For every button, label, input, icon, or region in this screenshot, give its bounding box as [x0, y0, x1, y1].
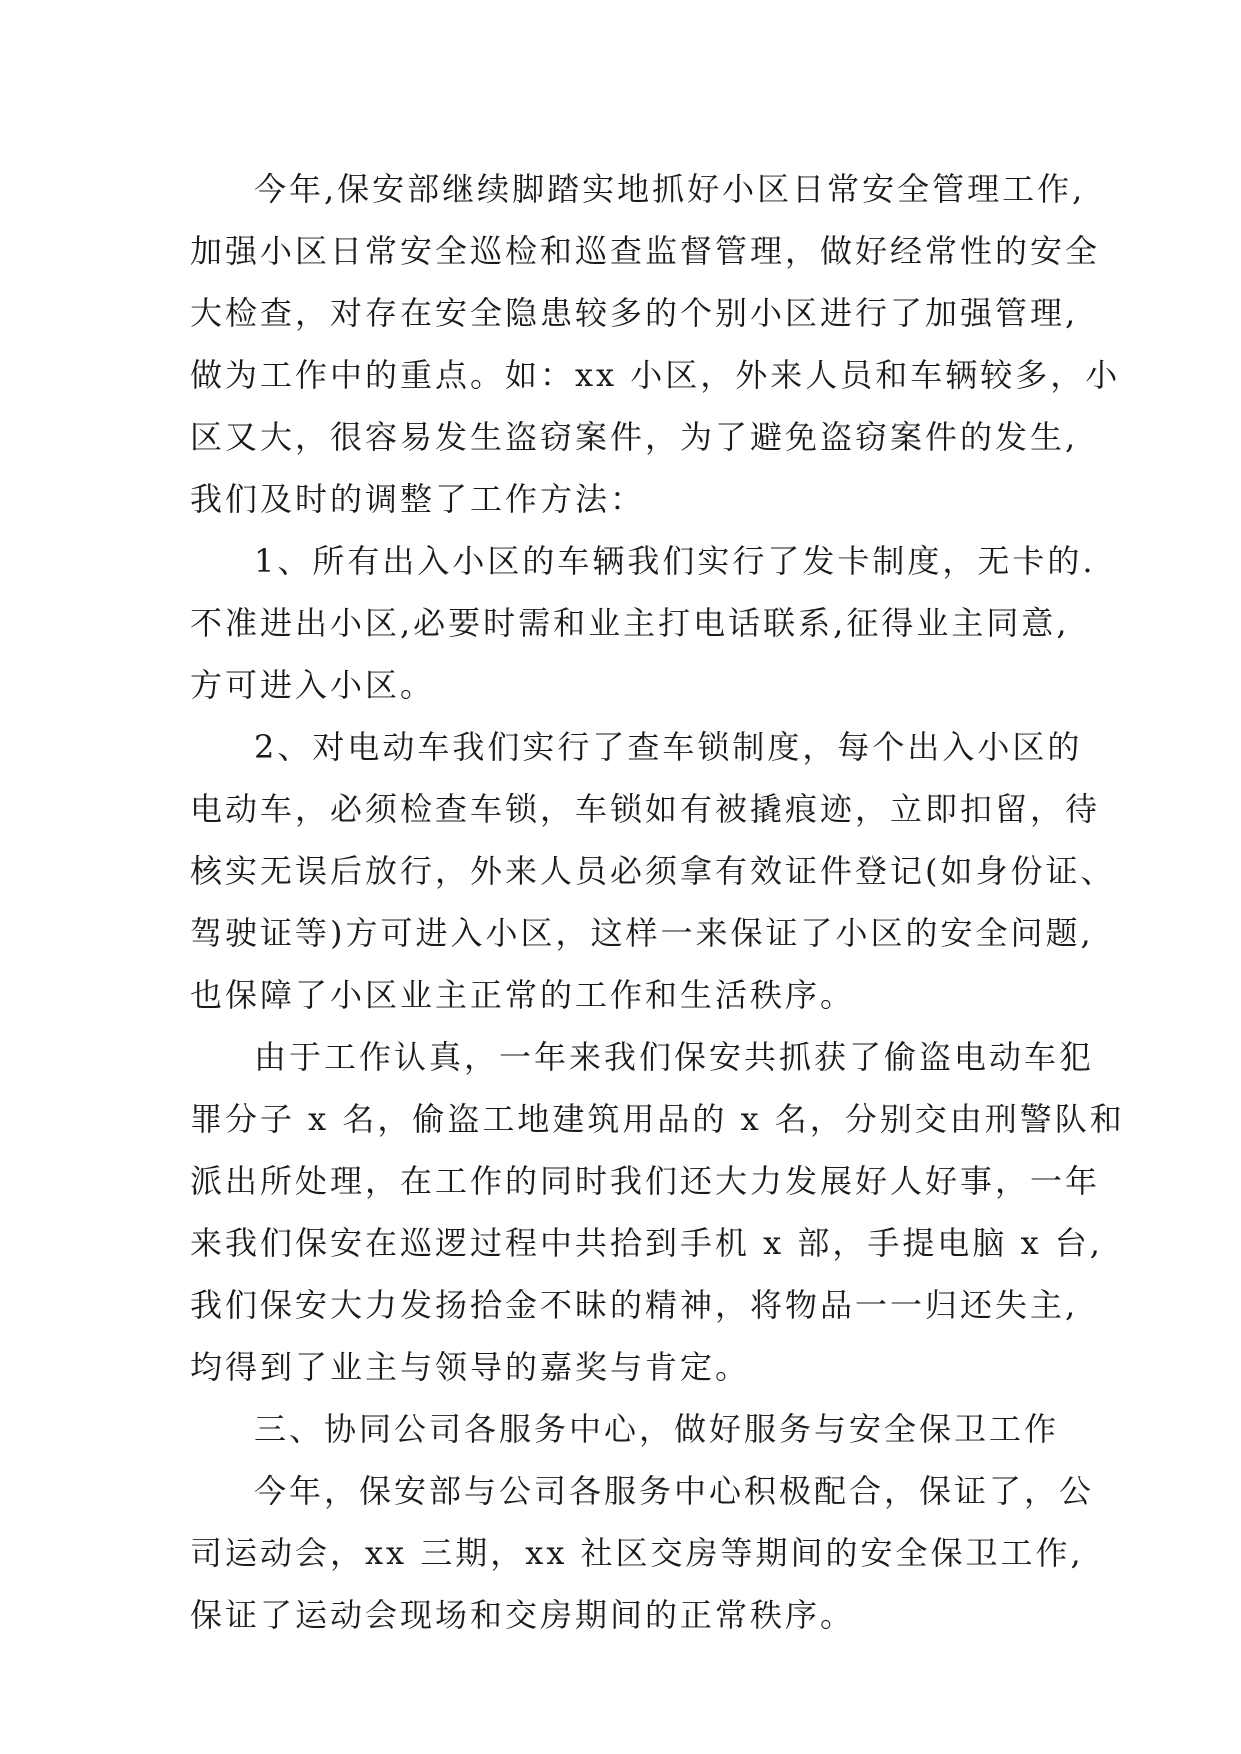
paragraph-line: 保证了运动会现场和交房期间的正常秩序。: [190, 1596, 856, 1634]
paragraph-line: 我们保安大力发扬拾金不昧的精神，将物品一一归还失主,: [190, 1286, 1079, 1324]
paragraph-line: 今年，保安部与公司各服务中心积极配合，保证了，公: [254, 1472, 1095, 1510]
paragraph-line: 加强小区日常安全巡检和巡查监督管理，做好经常性的安全: [190, 232, 1101, 270]
paragraph-line: 大检查，对存在安全隐患较多的个别小区进行了加强管理,: [190, 294, 1079, 332]
paragraph-line: 均得到了业主与领导的嘉奖与肯定。: [190, 1348, 751, 1386]
section-heading: 三、协同公司各服务中心，做好服务与安全保卫工作: [254, 1410, 1060, 1448]
paragraph-line: 驾驶证等)方可进入小区，这样一来保证了小区的安全问题,: [190, 914, 1094, 952]
paragraph-line: 不准进出小区,必要时需和业主打电话联系,征得业主同意,: [190, 604, 1070, 642]
paragraph-line: 也保障了小区业主正常的工作和生活秩序。: [190, 976, 856, 1014]
paragraph-line: 今年,保安部继续脚踏实地抓好小区日常安全管理工作,: [254, 170, 1086, 208]
paragraph-line: 1、所有出入小区的车辆我们实行了发卡制度，无卡的.: [254, 542, 1096, 580]
paragraph-line: 核实无误后放行，外来人员必须拿有效证件登记(如身份证、: [190, 852, 1116, 890]
paragraph-line: 电动车，必须检查车锁，车锁如有被撬痕迹，立即扣留，待: [190, 790, 1101, 828]
paragraph-line: 我们及时的调整了工作方法：: [190, 480, 646, 518]
paragraph-line: 区又大，很容易发生盗窃案件，为了避免盗窃案件的发生,: [190, 418, 1079, 456]
paragraph-line: 方可进入小区。: [190, 666, 436, 704]
paragraph-line: 派出所处理，在工作的同时我们还大力发展好人好事，一年: [190, 1162, 1101, 1200]
paragraph-line: 2、对电动车我们实行了查车锁制度，每个出入小区的: [254, 728, 1083, 766]
paragraph-line: 由于工作认真，一年来我们保安共抓获了偷盗电动车犯: [254, 1038, 1095, 1076]
paragraph-line: 做为工作中的重点。如：xx 小区，外来人员和车辆较多，小: [190, 356, 1121, 394]
document-body: [190, 158, 1125, 1646]
paragraph-line: 来我们保安在巡逻过程中共拾到手机 x 部，手提电脑 x 台,: [190, 1224, 1103, 1262]
paragraph-line: 罪分子 x 名，偷盗工地建筑用品的 x 名，分别交由刑警队和: [190, 1100, 1125, 1138]
paragraph-line: 司运动会，xx 三期，xx 社区交房等期间的安全保卫工作,: [190, 1534, 1084, 1572]
